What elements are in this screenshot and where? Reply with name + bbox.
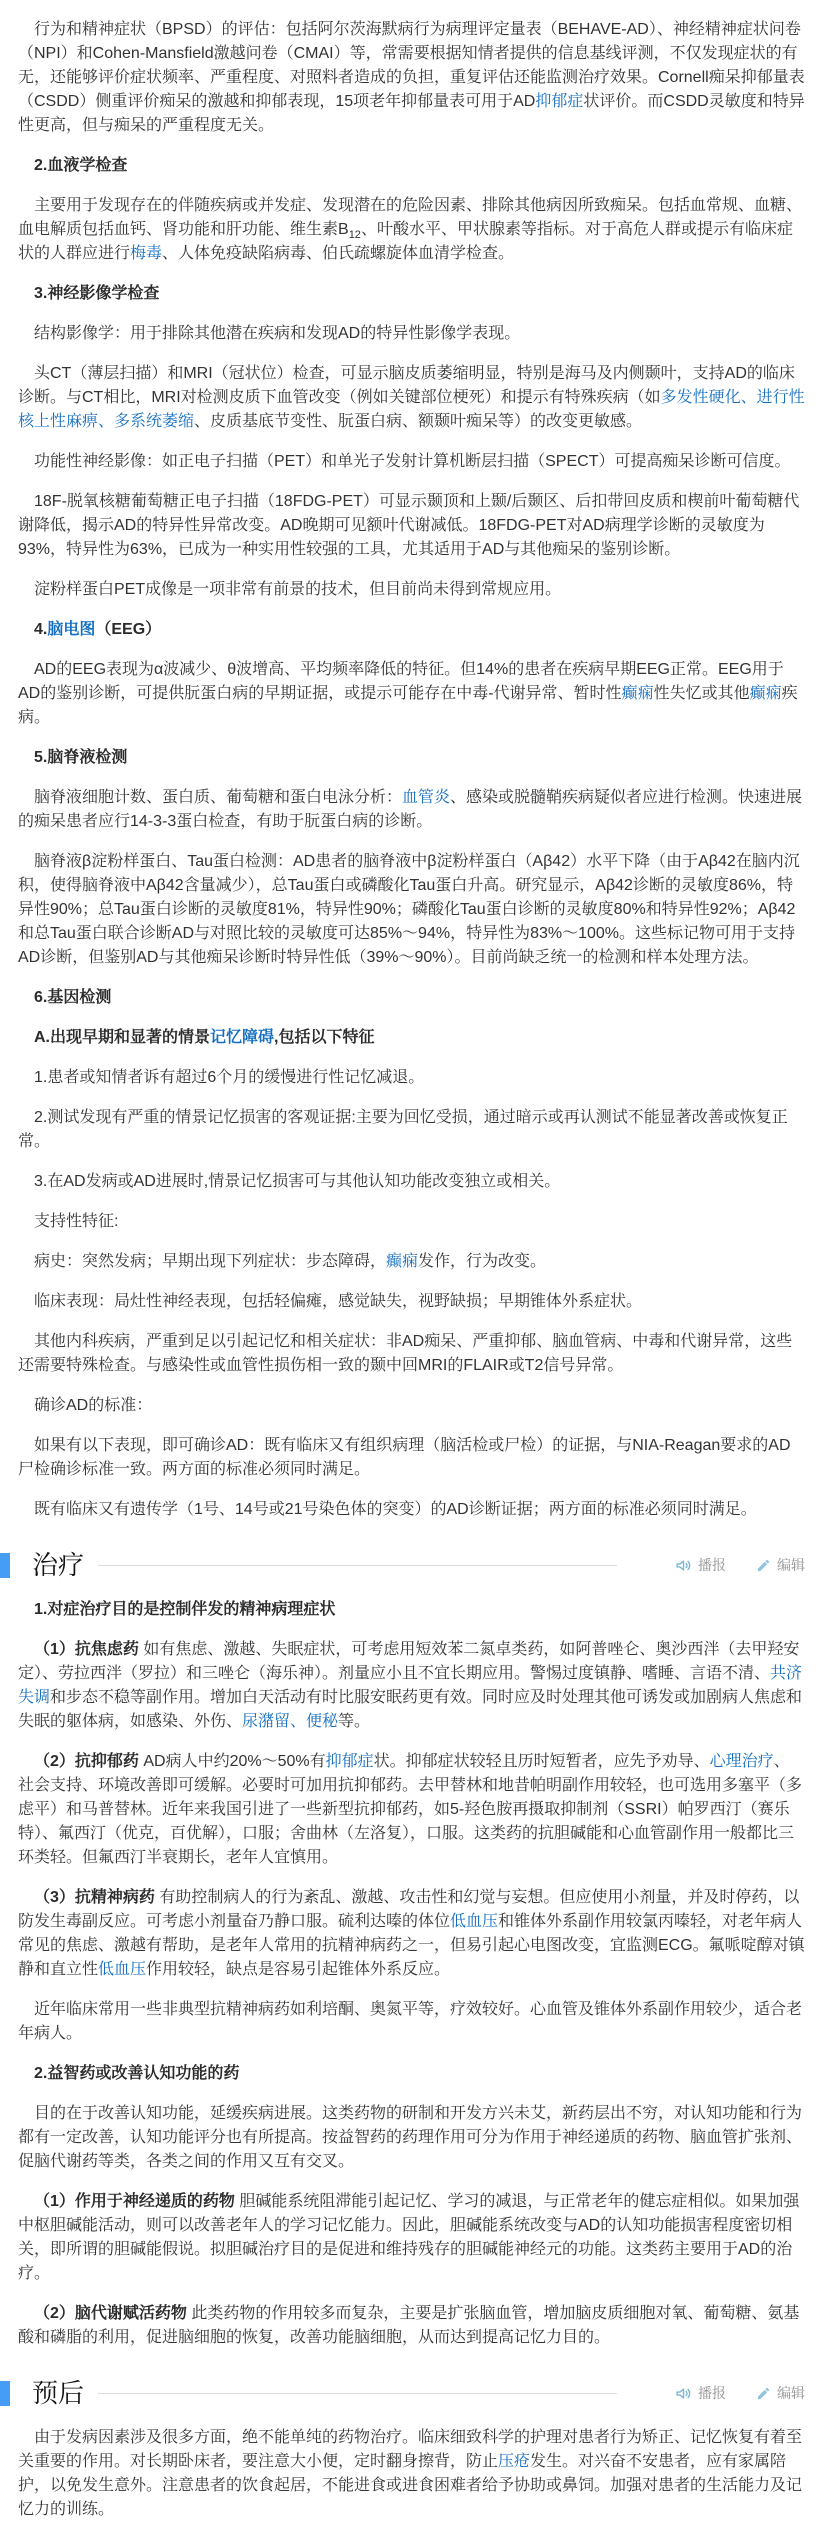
- text-run: 其他内科疾病，严重到足以引起记忆和相关症状：非AD痴呆、严重抑郁、脑血管病、中毒和代谢异常，这些还需要特殊检查。与感染性或血管性损伤相一致的颞中回MRI的FLAIR或T2信号异常。: [18, 1333, 793, 1374]
- subheading: [18, 282, 805, 306]
- term-link[interactable]: 脑电图: [47, 621, 96, 638]
- paragraph: [18, 786, 805, 834]
- paragraph: [18, 1210, 805, 1234]
- section-accent-bar: [0, 1553, 10, 1578]
- term-link[interactable]: 心理治疗: [709, 1753, 774, 1770]
- text-run: 确诊AD的标准：: [34, 1397, 153, 1414]
- term-link[interactable]: 抑郁症: [535, 93, 584, 110]
- subheading: [18, 1598, 805, 1622]
- text-run: 临床表现：局灶性神经表现，包括轻偏瘫，感觉缺失，视野缺损；早期锥体外系症状。: [34, 1293, 643, 1310]
- text-run: 状。抑郁症状较轻且历时短暂者，应先予劝导、: [373, 1753, 710, 1770]
- paragraph: [18, 194, 805, 266]
- paragraph: [18, 658, 805, 730]
- tts-play-button-label: 播报: [698, 2385, 726, 2401]
- term-link[interactable]: 癫痫: [621, 685, 654, 702]
- edit-button-label: 编辑: [777, 2385, 805, 2401]
- text-run: 3.在AD发病或AD进展时,情景记忆损害可与其他认知功能改变独立或相关。: [34, 1173, 561, 1190]
- paragraph: [18, 1394, 805, 1418]
- text-run: 2.测试发现有严重的情景记忆损害的客观证据:主要为回忆受损，通过暗示或再认测试不能显著改善或恢复正常。: [18, 1109, 788, 1150]
- text-run: 5.脑脊液检测: [34, 749, 128, 766]
- text-run: 发生。对兴奋不安患者，应有家属陪护，以免发生意外。注意患者的饮食起居，不能进食或进食困难者给予协助或鼻饲。加强对患者的生活能力及记忆力的训练。: [18, 2453, 803, 2518]
- bold-text: （2）抗抑郁药: [34, 1753, 139, 1770]
- text-run: A.出现早期和显著的情景: [34, 1029, 211, 1046]
- text-run: 、感染或脱髓鞘疾病疑似者应进行检测。快速进展的痴呆患者应行14-3-3蛋白检查，有助于朊蛋白病的诊断。: [18, 789, 803, 830]
- paragraph: [18, 1998, 805, 2046]
- paragraph: [18, 1170, 805, 1194]
- text-run: 脑脊液细胞计数、蛋白质、葡萄糖和蛋白电泳分析：: [34, 789, 403, 806]
- edit-button[interactable]: [756, 1555, 805, 1575]
- paragraph: [18, 1066, 805, 1090]
- text-run: 、人体免疫缺陷病毒、伯氏疏螺旋体血清学检查。: [162, 245, 515, 262]
- text-run: 行为和精神症状（BPSD）的评估：包括阿尔茨海默病行为病理评定量表（BEHAVE-AD）、神经精神症状问卷（NPI）和Cohen-Mansfield激越问卷（CMAI）等，常需要根据知情者提供的信息基线评测，不仅发现症状的有无，还能够评价症状频率、严重程度、对照料者造成的负担，重复评估还能监测治疗效果。Cornell痴呆抑郁量表（CSDD）侧重评价痴呆的激越和抑郁表现，15项老年抑郁量表可用于AD: [18, 21, 805, 110]
- text-run: 此类药物的作用较多而复杂，主要是扩张脑血管，增加脑皮质细胞对氧、葡萄糖、氨基酸和磷脂的利用，促进脑细胞的恢复，改善功能脑细胞，从而达到提高记忆力目的。: [18, 2305, 800, 2346]
- paragraph: [18, 2190, 805, 2286]
- term-link[interactable]: 抑郁症: [325, 1753, 374, 1770]
- text-run: 头CT（薄层扫描）和MRI（冠状位）检查，可显示脑皮质萎缩明显，特别是海马及内侧颞叶，支持AD的临床诊断。与CT相比，MRI对检测皮质下血管改变（例如关键部位梗死）和提示有特殊疾病（如: [18, 365, 795, 406]
- speaker-icon: [675, 1557, 692, 1574]
- term-link[interactable]: 多发性硬化、进行性核上性麻痹、多系统萎缩: [18, 389, 805, 430]
- term-link[interactable]: 记忆障碍: [210, 1029, 275, 1046]
- bold-text: （1）作用于神经递质的药物: [34, 2193, 235, 2210]
- text-run: 2.益智药或改善认知功能的药: [34, 2065, 240, 2082]
- term-link[interactable]: 癫痫: [749, 685, 782, 702]
- term-link[interactable]: 低血压: [98, 1961, 147, 1978]
- pencil-icon: [756, 2386, 771, 2401]
- text-run: 状评价。而CSDD灵敏度和特异性更高，但与痴呆的严重程度无关。: [18, 93, 805, 134]
- text-run: 支持性特征:: [34, 1213, 119, 1230]
- text-run: 性失忆或其他: [653, 685, 750, 702]
- text-run: 有助控制病人的行为紊乱、激越、攻击性和幻觉与妄想。但应使用小剂量，并及时停药，以防发生毒副反应。可考虑小剂量奋乃静口服。硫利达嗪的体位: [18, 1889, 800, 1930]
- tts-play-button-label: 播报: [698, 1557, 726, 1573]
- paragraph: [18, 2102, 805, 2174]
- section-header: [0, 2376, 805, 2410]
- tts-play-button[interactable]: [675, 2383, 726, 2403]
- text-run: 18F-脱氧核糖葡萄糖正电子扫描（18FDG-PET）可显示颞顶和上颞/后颞区、后扣带回皮质和楔前叶葡萄糖代谢降低，揭示AD的特异性异常改变。AD晚期可见额叶代谢减低。18FDG-PET对AD病理学诊断的灵敏度为93%，特异性为63%，已成为一种实用性较强的工具，尤其适用于AD与其他痴呆的鉴别诊断。: [18, 493, 800, 558]
- section-header: [0, 1548, 805, 1582]
- text-run: 1.患者或知情者诉有超过6个月的缓慢进行性记忆减退。: [34, 1069, 425, 1086]
- text-run: 和步态不稳等副作用。增加白天活动有时比服安眠药更有效。同时应及时处理其他可诱发或加剧病人焦虑和失眠的躯体病，如感染、外伤、: [18, 1689, 803, 1730]
- text-run: 近年临床常用一些非典型抗精神病药如利培酮、奥氮平等，疗效较好。心血管及锥体外系副作用较少，适合老年病人。: [18, 2001, 803, 2042]
- text-run: 主要用于发现存在的伴随疾病或并发症、发现潜在的危险因素、排除其他病因所致痴呆。包括血常规、血糖、血电解质包括血钙、肾功能和肝功能、维生素B: [18, 197, 803, 238]
- edit-button[interactable]: [756, 2383, 805, 2403]
- term-link[interactable]: 低血压: [450, 1913, 499, 1930]
- section-accent-bar: [0, 2381, 10, 2406]
- tts-play-button[interactable]: [675, 1555, 726, 1575]
- text-run: 2.血液学检查: [34, 157, 128, 174]
- paragraph: [18, 1330, 805, 1378]
- paragraph: [18, 1290, 805, 1314]
- term-link[interactable]: 癫痫: [386, 1253, 419, 1270]
- paragraph: [18, 1250, 805, 1274]
- subheading: [18, 746, 805, 770]
- paragraph: [18, 18, 805, 138]
- text-run: 疾病。: [18, 685, 798, 726]
- term-link[interactable]: 血管炎: [402, 789, 451, 806]
- text-run: 结构影像学：用于排除其他潜在疾病和发现AD的特异性影像学表现。: [34, 325, 521, 342]
- text-run: 功能性神经影像：如正电子扫描（PET）和单光子发射计算机断层扫描（SPECT）可提高痴呆诊断可信度。: [34, 453, 791, 470]
- text-run: （EEG）: [95, 621, 162, 638]
- text-run: 、皮质基底节变性、朊蛋白病、额颞叶痴呆等）的改变更敏感。: [194, 413, 643, 430]
- paragraph: [18, 2426, 805, 2522]
- text-run: 6.基因检测: [34, 989, 112, 1006]
- paragraph: [18, 1498, 805, 1522]
- text-run: 病史：突然发病；早期出现下列症状：步态障碍，: [34, 1253, 387, 1270]
- paragraph: [18, 362, 805, 434]
- text-run: 4.: [34, 621, 48, 638]
- paragraph: [18, 850, 805, 970]
- text-run: 、叶酸水平、甲状腺素等指标。对于高危人群或提示有临床症状的人群应进行: [18, 221, 793, 262]
- section-title: 预后: [32, 2378, 85, 2408]
- paragraph: [18, 490, 805, 562]
- subheading: [18, 2062, 805, 2086]
- text-run: 作用较轻，缺点是容易引起锥体外系反应。: [146, 1961, 451, 1978]
- term-link[interactable]: 共济失调: [18, 1665, 803, 1706]
- text-run: 、社会支持、环境改善即可缓解。必要时可加用抗抑郁药。去甲替林和地昔帕明副作用较轻，也可选用多塞平（多虑平）和马普替林。近年来我国引进了一些新型抗抑郁药，如5-羟色胺再摄取抑制剂（SSRI）帕罗西汀（赛乐特）、氟西汀（优克，百优解），口服；舍曲林（左洛复），口服。这类药的抗胆碱能和心血管副作用一般都比三环类轻。但氟西汀半衰期长，老年人宜慎用。: [18, 1753, 803, 1866]
- paragraph: [18, 1106, 805, 1154]
- bold-text: （3）抗精神病药: [34, 1889, 155, 1906]
- paragraph: [18, 578, 805, 602]
- text-run: ,包括以下特征: [274, 1029, 375, 1046]
- text-run: 脑脊液β淀粉样蛋白、Tau蛋白检测：AD患者的脑脊液中β淀粉样蛋白（Aβ42）水平下降（由于Aβ42在脑内沉积，使得脑脊液中Aβ42含量减少），总Tau蛋白或磷酸化Tau蛋白升高。研究显示，Aβ42诊断的灵敏度86%，特异性90%；总Tau蛋白诊断的灵敏度81%，特异性90%；磷酸化Tau蛋白诊断的灵敏度80%和特异性92%；Aβ42和总Tau蛋白联合诊断AD与对照比较的灵敏度可达85%～94%，特异性为83%～100%。这些标记物可用于支持AD诊断，但鉴别AD与其他痴呆诊断时特异性低（39%～90%）。目前尚缺乏统一的检测和样本处理方法。: [18, 853, 800, 966]
- text-run: 1.对症治疗目的是控制伴发的精神病理症状: [34, 1601, 336, 1618]
- section-title: 治疗: [32, 1550, 85, 1580]
- paragraph: [18, 1886, 805, 1982]
- subheading: [18, 618, 805, 642]
- text-run: 既有临床又有遗传学（1号、14号或21号染色体的突变）的AD诊断证据；两方面的标准必须同时满足。: [34, 1501, 757, 1518]
- text-run: 等。: [338, 1713, 371, 1730]
- paragraph: [18, 1434, 805, 1482]
- text-run: 如果有以下表现，即可确诊AD：既有临床又有组织病理（脑活检或尸检）的证据，与NIA-Reagan要求的AD尸检确诊标准一致。两方面的标准必须同时满足。: [18, 1437, 791, 1478]
- edit-button-label: 编辑: [777, 1557, 805, 1573]
- subscript-text: 12: [348, 229, 361, 242]
- text-run: 由于发病因素涉及很多方面，绝不能单纯的药物治疗。临床细致科学的护理对患者行为矫正、记忆恢复有着至关重要的作用。对长期卧床者，要注意大小便，定时翻身擦背，防止: [18, 2429, 803, 2470]
- bold-text: （2）脑代谢赋活药物: [34, 2305, 187, 2322]
- paragraph: [18, 2302, 805, 2350]
- bold-text: （1）抗焦虑药: [34, 1641, 139, 1658]
- subheading: [18, 1026, 805, 1050]
- subheading: [18, 154, 805, 178]
- paragraph: [18, 450, 805, 474]
- subheading: [18, 986, 805, 1010]
- section-divider: [98, 1565, 617, 1566]
- term-link[interactable]: 梅毒: [130, 245, 163, 262]
- text-run: 3.神经影像学检查: [34, 285, 160, 302]
- text-run: 淀粉样蛋白PET成像是一项非常有前景的技术，但目前尚未得到常规应用。: [34, 581, 562, 598]
- section-divider: [98, 2393, 617, 2394]
- paragraph: [18, 322, 805, 346]
- paragraph: [18, 1638, 805, 1734]
- term-link[interactable]: 压疮: [498, 2453, 531, 2470]
- text-run: 如有焦虑、激越、失眠症状，可考虑用短效苯二氮卓类药，如阿普唑仑、奥沙西泮（去甲羟安定）、劳拉西泮（罗拉）和三唑仑（海乐神）。剂量应小且不宜长期应用。警惕过度镇静、嗜睡、言语不清、: [18, 1641, 800, 1682]
- text-run: 胆碱能系统阻滞能引起记忆、学习的减退，与正常老年的健忘症相似。如果加强中枢胆碱能活动，则可以改善老年人的学习记忆能力。因此，胆碱能系统改变与AD的认知功能损害程度密切相关，即所谓的胆碱能假说。拟胆碱治疗目的是促进和维持残存的胆碱能神经元的功能。这类药主要用于AD的治疗。: [18, 2193, 800, 2282]
- text-run: 目的在于改善认知功能，延缓疾病进展。这类药物的研制和开发方兴未艾，新药层出不穷，对认知功能和行为都有一定改善，认知功能评分也有所提高。按益智药的药理作用可分为作用于神经递质的药物、脑血管扩张剂、促脑代谢药等类，各类之间的作用又互有交叉。: [18, 2105, 803, 2170]
- text-run: AD病人中约20%～50%有: [138, 1753, 326, 1770]
- term-link[interactable]: 尿潴留、便秘: [242, 1713, 339, 1730]
- text-run: AD的EEG表现为α波减少、θ波增高、平均频率降低的特征。但14%的患者在疾病早期EEG正常。EEG用于AD的鉴别诊断，可提供朊蛋白病的早期证据，或提示可能存在中毒-代谢异常、暂时性: [18, 661, 784, 702]
- text-run: 发作，行为改变。: [418, 1253, 547, 1270]
- speaker-icon: [675, 2385, 692, 2402]
- pencil-icon: [756, 1558, 771, 1573]
- paragraph: [18, 1750, 805, 1870]
- text-run: 和锥体外系副作用较氯丙嗪轻，对老年病人常见的焦虑、激越有帮助，是老年人常用的抗精神病药之一，但易引起心电图改变，宜监测ECG。氟哌啶醇对镇静和直立性: [18, 1913, 805, 1978]
